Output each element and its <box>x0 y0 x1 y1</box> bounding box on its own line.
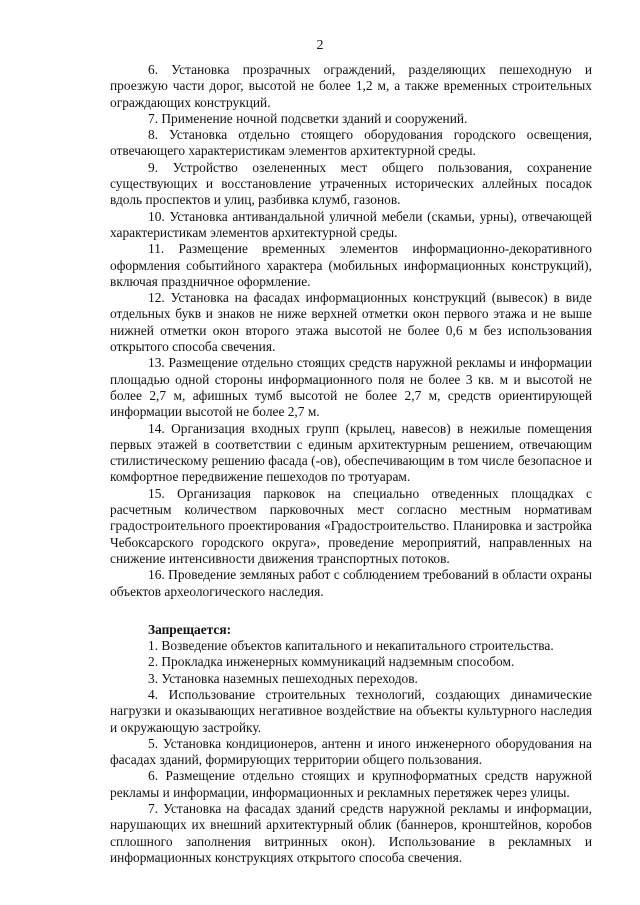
allowed-item-14: 14. Организация входных групп (крылец, навесов) в нежилые помещения первых этажей в соответствии с единым архитектурным решением, отвечающим стилистическому решению фасада (-ов), обеспечивающим в том числе безопасное и комфортное передвижение пешеходов по тротуарам. <box>110 420 592 485</box>
allowed-item-10: 10. Установка антивандальной уличной мебели (скамьи, урны), отвечающей характеристикам элементов архитектурной среды. <box>110 208 592 240</box>
prohibited-heading: Запрещается: <box>148 621 232 637</box>
prohibited-item-7: 7. Установка на фасадах зданий средств наружной рекламы и информации, нарушающих их внешний архитектурный облик (баннеров, кронштейнов, коробов сплошного заполнения витринных окон). Использование в рекламных и информационных конструкциях открытого способа свечения. <box>110 801 592 865</box>
allowed-item-8: 8. Установка отдельно стоящего оборудования городского освещения, отвечающего характеристикам элементов архитектурной среды. <box>110 127 592 159</box>
prohibited-item-3: 3. Установка наземных пешеходных переходов. <box>148 670 418 686</box>
allowed-item-15: 15. Организация парковок на специально отведенных площадках с расчетным количеством парковочных мест согласно местным нормативам градостроительного проектирования «Градостроительство. Планировка и застройка Чебоксарского городского округа», проведение мероприятий, направленных на снижение интенсивности движения транспортных потоков. <box>110 485 592 566</box>
allowed-item-13: 13. Размещение отдельно стоящих средств наружной рекламы и информации площадью одной стороны информационного поля не более 3 кв. м и высотой не более 2,7 м, афишных тумб высотой не более 2,7 м, средств ориентирующей информации высотой не более 2,7 м. <box>110 355 592 420</box>
prohibited-item-5: 5. Установка кондиционеров, антенн и иного инженерного оборудования на фасадах зданий, формирующих территории общего пользования. <box>110 735 592 768</box>
prohibited-item-6: 6. Размещение отдельно стоящих и крупноформатных средств наружной рекламы и информации, информационных и рекламных перетяжек через улицы. <box>110 768 592 800</box>
allowed-item-12: 12. Установка на фасадах информационных конструкций (вывесок) в виде отдельных букв и знаков не ниже верхней отметки окон первого этажа и не выше нижней отметки окон второго этажа высотой не более 0,6 м без использования открытого способа свечения. <box>110 290 592 355</box>
allowed-item-7: 7. Применение ночной подсветки зданий и сооружений. <box>148 110 468 126</box>
prohibited-item-4: 4. Использование строительных технологий, создающих динамические нагрузки и оказывающих негативное воздействие на объекты культурного наследия и окружающую застройку. <box>110 686 592 735</box>
allowed-item-16: 16. Проведение земляных работ с соблюдением требований в области охраны объектов археологического наследия. <box>110 567 592 599</box>
document-body <box>110 62 592 866</box>
section-gap <box>110 600 592 622</box>
page-number: 2 <box>316 38 324 53</box>
prohibited-item-2: 2. Прокладка инженерных коммуникаций надземным способом. <box>148 654 515 670</box>
prohibited-item-1: 1. Возведение объектов капитального и некапитального строительства. <box>148 638 554 654</box>
allowed-item-6: 6. Установка прозрачных ограждений, разделяющих пешеходную и проезжую части дорог, высотой не более 1,2 м, а также временных строительных ограждающих конструкций. <box>110 62 592 110</box>
allowed-item-11: 11. Размещение временных элементов информационно-декоративного оформления событийного характера (мобильных информационных конструкций), включая праздничное оформление. <box>110 241 592 289</box>
allowed-item-9: 9. Устройство озелененных мест общего пользования, сохранение существующих и восстановление утраченных исторических аллейных посадок вдоль проспектов и улиц, разбивка клумб, газонов. <box>110 159 592 208</box>
